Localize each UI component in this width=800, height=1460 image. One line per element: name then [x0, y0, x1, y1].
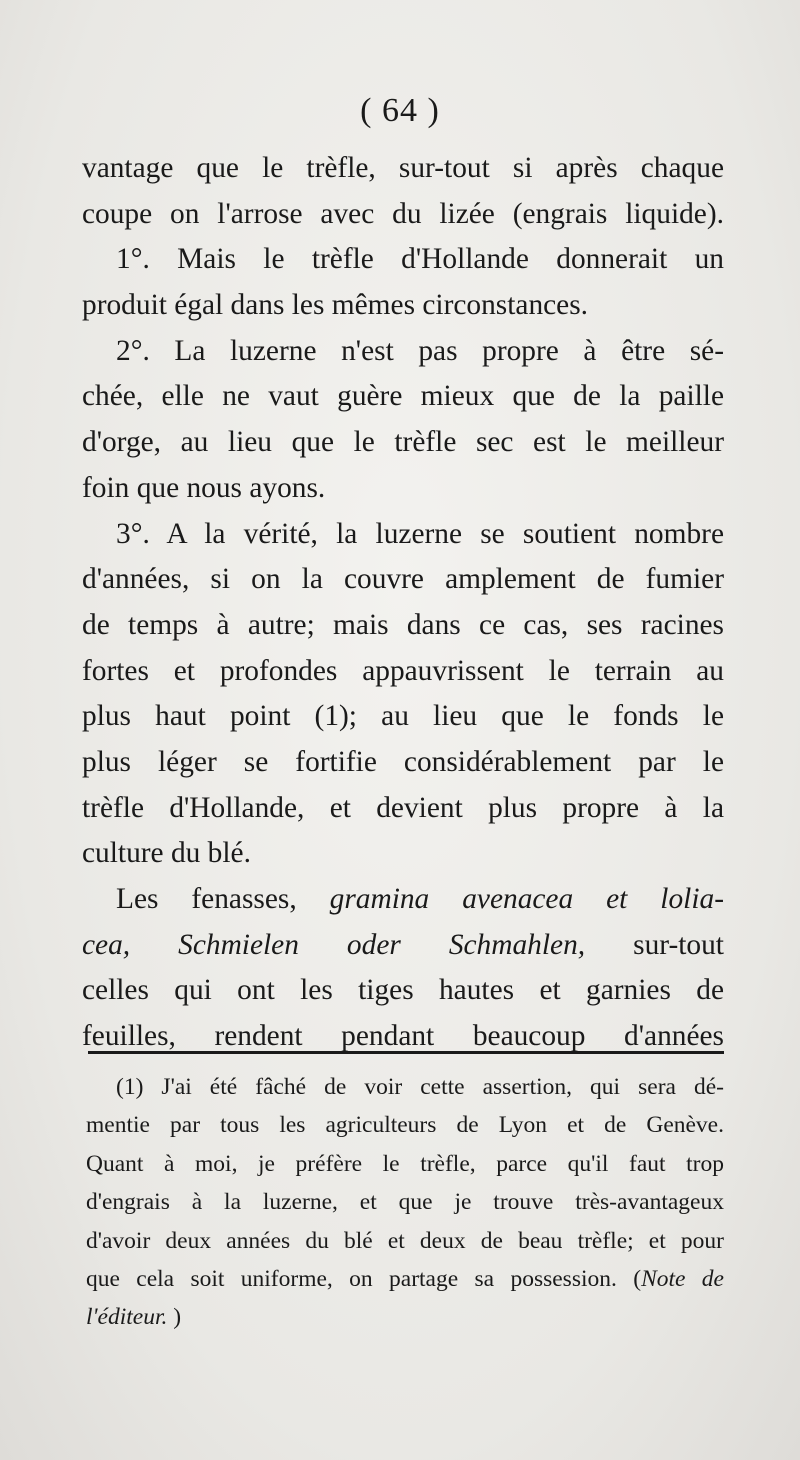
footnote-line — [86, 1260, 724, 1298]
text-line: de temps à autre; mais dans ce cas, ses racines — [82, 608, 724, 641]
footnote-line: Quant à moi, je préfère le trèfle, parce qu'il faut trop — [86, 1150, 724, 1177]
footnote — [86, 1068, 724, 1337]
text-line: foin que nous ayons. — [82, 471, 326, 504]
text-line — [82, 877, 724, 923]
text-line: trèfle d'Hollande, et devient plus propre à la — [82, 791, 724, 824]
german-term: cea, Schmielen oder Schmahlen, — [82, 928, 586, 961]
editor-note-label: Note de — [641, 1265, 724, 1292]
text-line: coupe on l'arrose avec du lizée (engrais liquide). — [82, 197, 724, 230]
text-line: feuilles, rendent pendant beaucoup d'années — [82, 1020, 724, 1053]
footnote-rule — [88, 1051, 724, 1054]
text-line: plus haut point (1); au lieu que le fonds le — [82, 700, 724, 733]
footnote-line: d'engrais à la luzerne, et que je trouve très-avantageux — [86, 1189, 724, 1216]
latin-term: gramina avenacea et lolia- — [329, 883, 724, 915]
text-line: d'années, si on la couvre amplement de fumier — [82, 563, 724, 596]
footnote-line: d'avoir deux années du blé et deux de beau trèfle; et pour — [86, 1227, 724, 1254]
text-line: 2°. La luzerne n'est pas propre à être sé- — [116, 334, 724, 367]
main-text — [82, 146, 724, 1060]
footnote-line: (1) J'ai été fâché de voir cette assertion, qui sera dé- — [116, 1074, 724, 1100]
text-line: produit égal dans les mêmes circonstances. — [82, 289, 589, 322]
page-number: ( 64 ) — [360, 92, 440, 129]
text-line: culture du blé. — [82, 837, 251, 870]
text-line — [82, 923, 724, 969]
text-segment: que cela soit uniforme, on partage sa possession. ( — [86, 1265, 642, 1292]
text-segment: sur-tout — [585, 928, 724, 961]
text-line: 3°. A la vérité, la luzerne se soutient nombre — [116, 517, 724, 550]
text-line: 1°. Mais le trèfle d'Hollande donnerait un — [116, 243, 724, 276]
text-line: d'orge, au lieu que le trèfle sec est le meilleur — [82, 426, 724, 459]
text-segment: Les fenasses, — [116, 883, 330, 915]
text-line: fortes et profondes appauvrissent le terrain au — [82, 654, 724, 687]
text-line: celles qui ont les tiges hautes et garnies de — [82, 974, 724, 1007]
text-line: plus léger se fortifie considérablement par le — [82, 745, 724, 778]
editor-note-label: l'éditeur. — [86, 1304, 168, 1331]
footnote-line: mentie par tous les agriculteurs de Lyon et de Genève. — [86, 1112, 724, 1139]
text-segment: ) — [167, 1304, 182, 1331]
text-line: chée, elle ne vaut guère mieux que de la paille — [82, 380, 724, 413]
text-line: vantage que le trèfle, sur-tout si après chaque — [82, 152, 724, 184]
footnote-line — [86, 1298, 724, 1336]
